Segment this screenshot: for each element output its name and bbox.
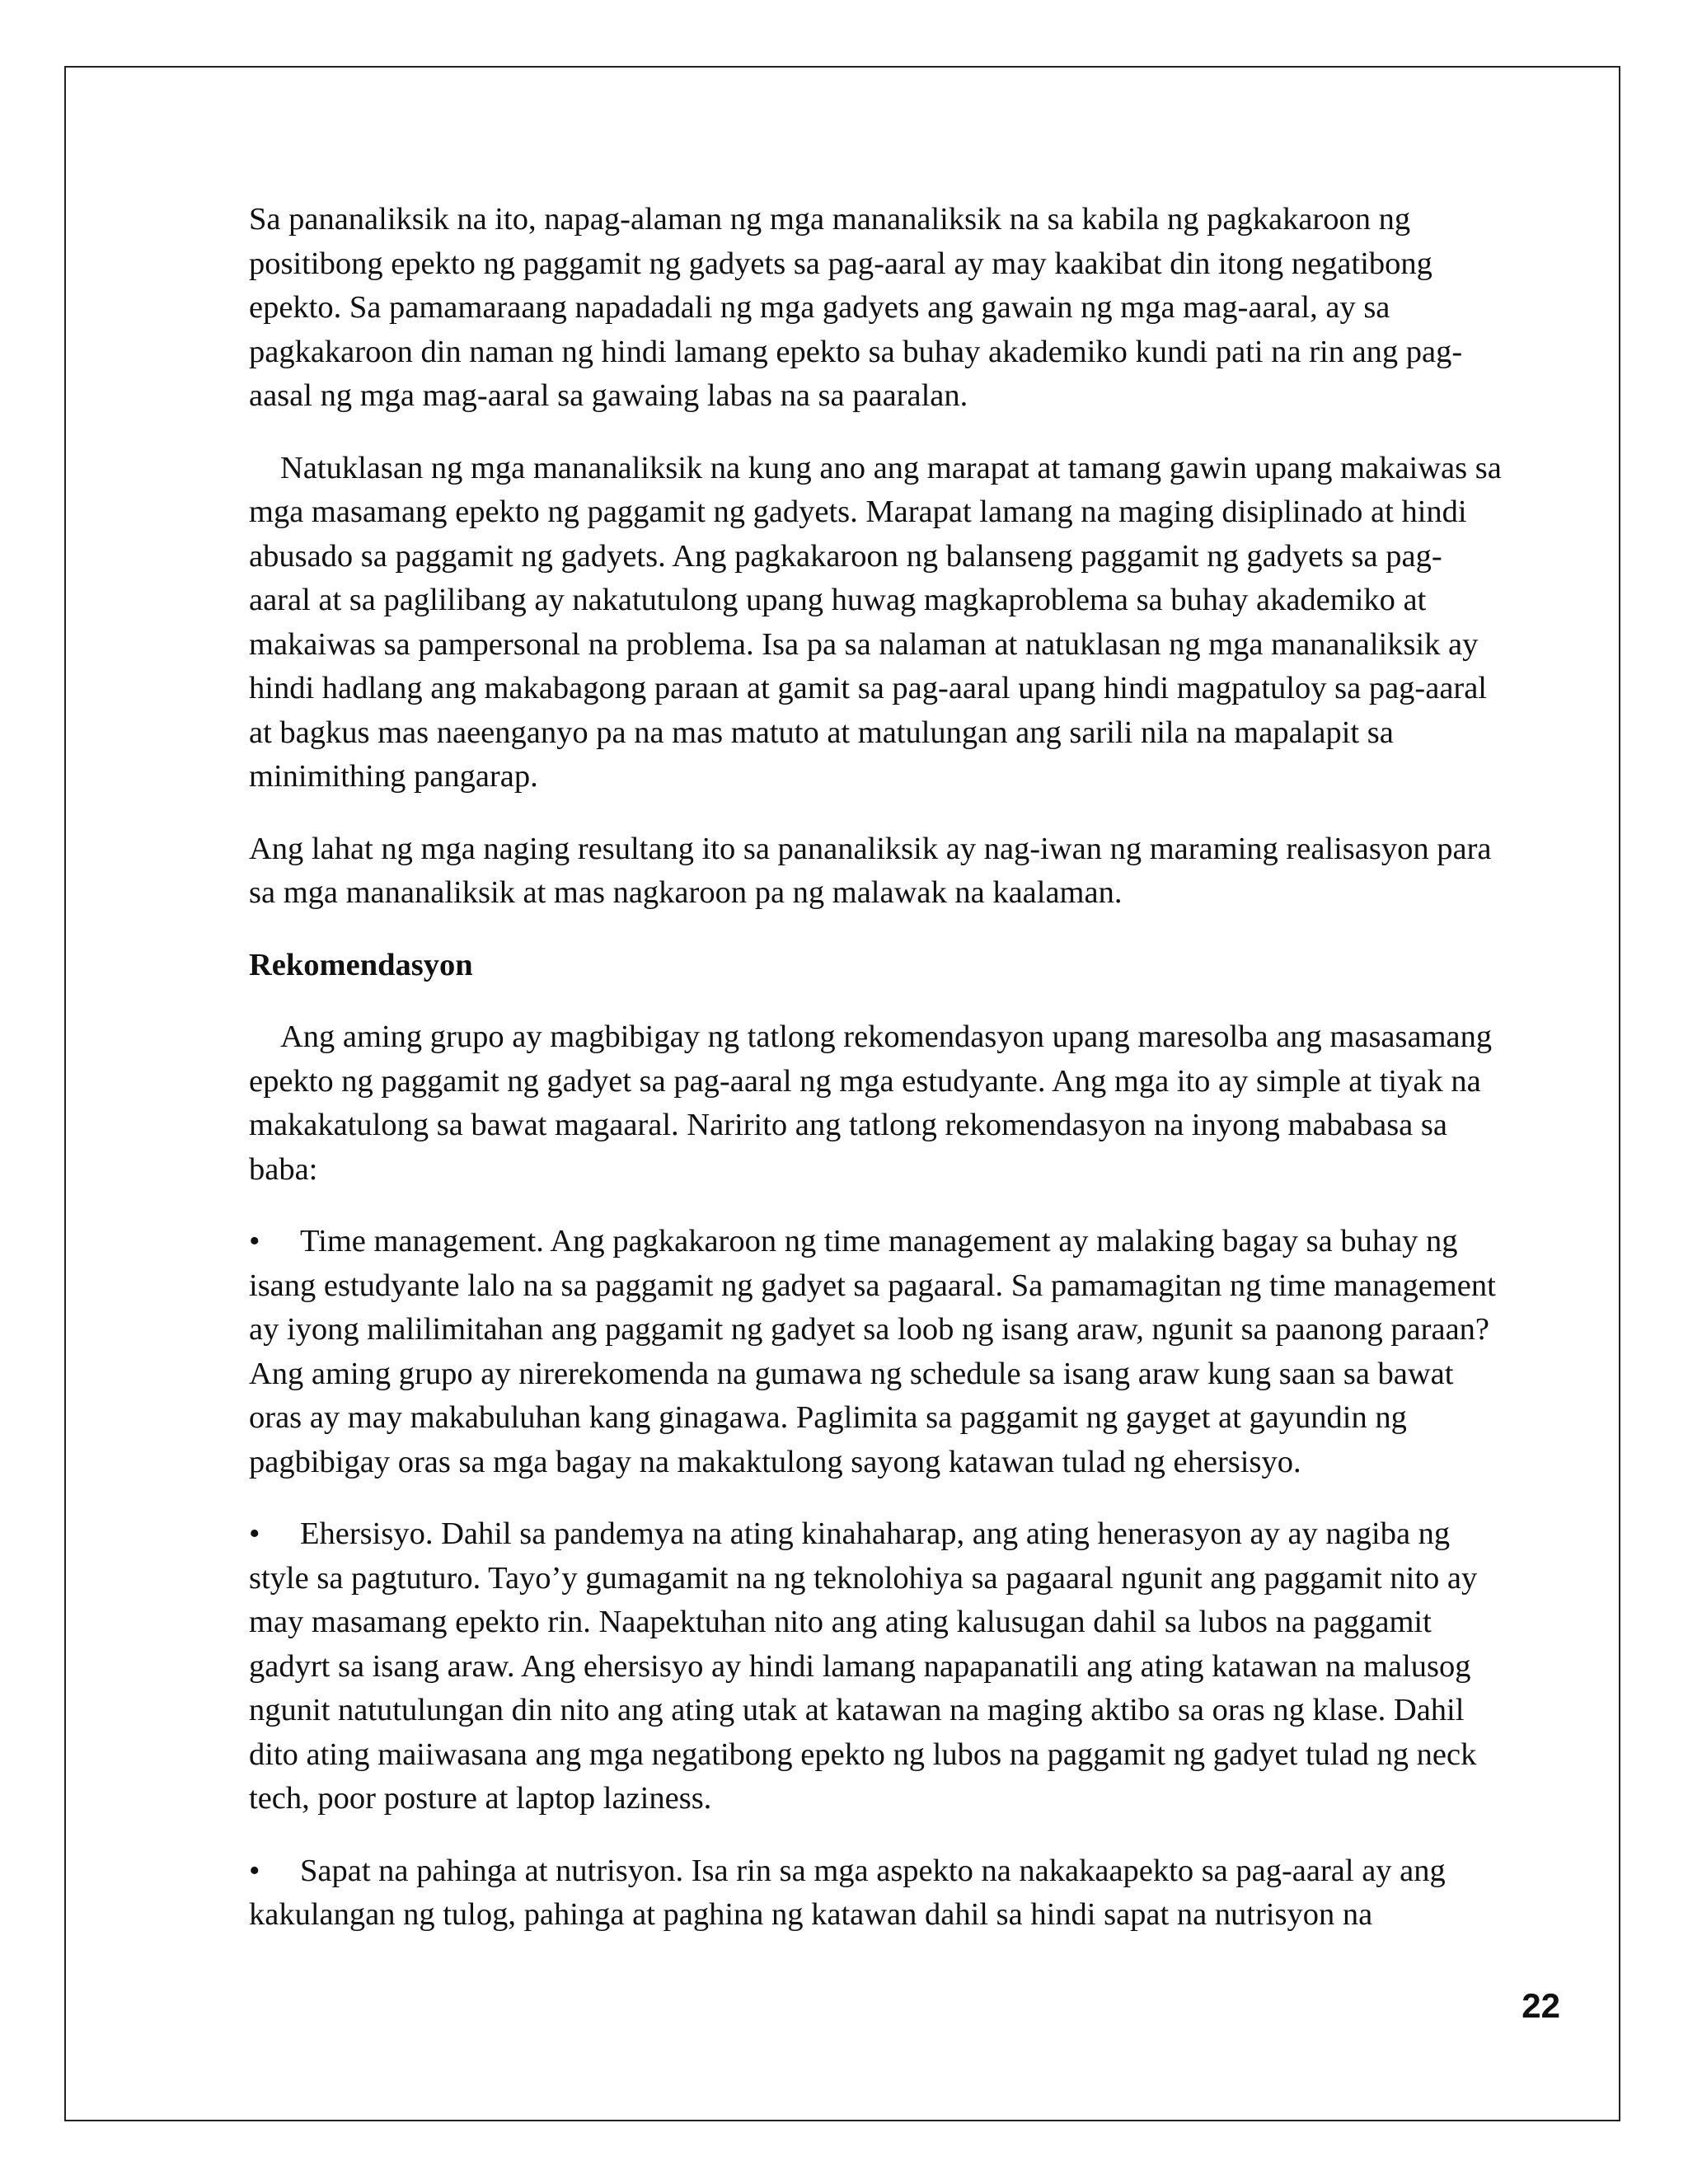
list-item-text: Sapat na pahinga at nutrisyon. Isa rin sa mga aspekto na nakakaapekto sa pag-aaral ay ang kakulangan ng tulog, pahinga at paghina ng katawan dahil sa hindi sapat na nutrisyon na	[249, 1853, 1446, 1932]
list-item	[249, 1512, 1502, 1821]
paragraph-findings: Natuklasan ng mga mananaliksik na kung ano ang marapat at tamang gawin upang makaiwas sa mga masamang epekto ng paggamit ng gadyets. Marapat lamang na maging disiplinado at hindi abusado sa paggamit ng gadyets. Ang pagkakaroon ng balanseng paggamit ng gadyets sa pag-aaral at sa paglilibang ay nakatutulong upang huwag magkaproblema sa buhay akademiko at makaiwas sa pampersonal na problema. Isa pa sa nalaman at natuklasan ng mga mananaliksik ay hindi hadlang ang makabagong paraan at gamit sa pag-aaral upang hindi magpatuloy sa pag-aaral at bagkus mas naeenganyo pa na mas matuto at matulungan ang sarili nila na mapalapit sa minimithing pangarap.	[249, 450, 1502, 794]
paragraph-conclusion: Ang lahat ng mga naging resultang ito sa pananaliksik ay nag-iwan ng maraming realisasyon para sa mga mananaliksik at mas nagkaroon pa ng malawak na kaalaman.	[249, 831, 1492, 910]
section-heading: Rekomendasyon	[249, 947, 473, 982]
bullet-icon: •	[249, 1224, 260, 1258]
paragraph-summary: Sa pananaliksik na ito, napag-alaman ng mga mananaliksik na sa kabila ng pagkakaroon ng positibong epekto ng paggamit ng gadyets sa pag-aaral ay may kaakibat din itong negatibong epekto. Sa pamamaraang napadadali ng mga gadyets ang gawain ng mga mag-aaral, ay sa pagkakaroon din naman ng hindi lamang epekto sa buhay akademiko kundi pati na rin ang pag-aasal ng mga mag-aaral sa gawaing labas na sa paaralan.	[249, 202, 1463, 413]
bullet-icon: •	[249, 1853, 260, 1888]
list-item	[249, 1849, 1502, 1938]
document-body	[249, 198, 1502, 1966]
bullet-icon: •	[249, 1516, 260, 1551]
paragraph-intro: Ang aming grupo ay magbibigay ng tatlong rekomendasyon upang maresolba ang masasamang epekto ng paggamit ng gadyet sa pag-aaral ng mga estudyante. Ang mga ito ay simple at tiyak na makakatulong sa bawat magaaral. Naririto ang tatlong rekomendasyon na inyong mababasa sa baba:	[249, 1019, 1493, 1187]
list-item-text: Time management. Ang pagkakaroon ng time management ay malaking bagay sa buhay ng isang estudyante lalo na sa paggamit ng gadyet sa pagaaral. Sa pamamagitan ng time management ay iyong malilimitahan ang paggamit ng gadyet sa loob ng isang araw, ngunit sa paanong paraan? Ang aming grupo ay nirerekomenda na gumawa ng schedule sa isang araw kung saan sa bawat oras ay may makabuluhan kang ginagawa. Paglimita sa paggamit ng gayget at gayundin ng pagbibigay oras sa mga bagay na makaktulong sayong katawan tulad ng ehersisyo.	[249, 1224, 1496, 1479]
list-item-text: Ehersisyo. Dahil sa pandemya na ating kinahaharap, ang ating henerasyon ay ay nagiba ng style sa pagtuturo. Tayo’y gumagamit na ng teknolohiya sa pagaaral ngunit ang paggamit nito ay may masamang epekto rin. Naapektuhan nito ang ating kalusugan dahil sa lubos na paggamit gadyrt sa isang araw. Ang ehersisyo ay hindi lamang napapanatili ang ating katawan na malusog ngunit natutulungan din nito ang ating utak at katawan na maging aktibo sa oras ng klase. Dahil dito ating maiiwasana ang mga negatibong epekto ng lubos na paggamit ng gadyet tulad ng neck tech, poor posture at laptop laziness.	[249, 1516, 1478, 1816]
page-number: 22	[1522, 1986, 1560, 2025]
list-item	[249, 1220, 1502, 1484]
